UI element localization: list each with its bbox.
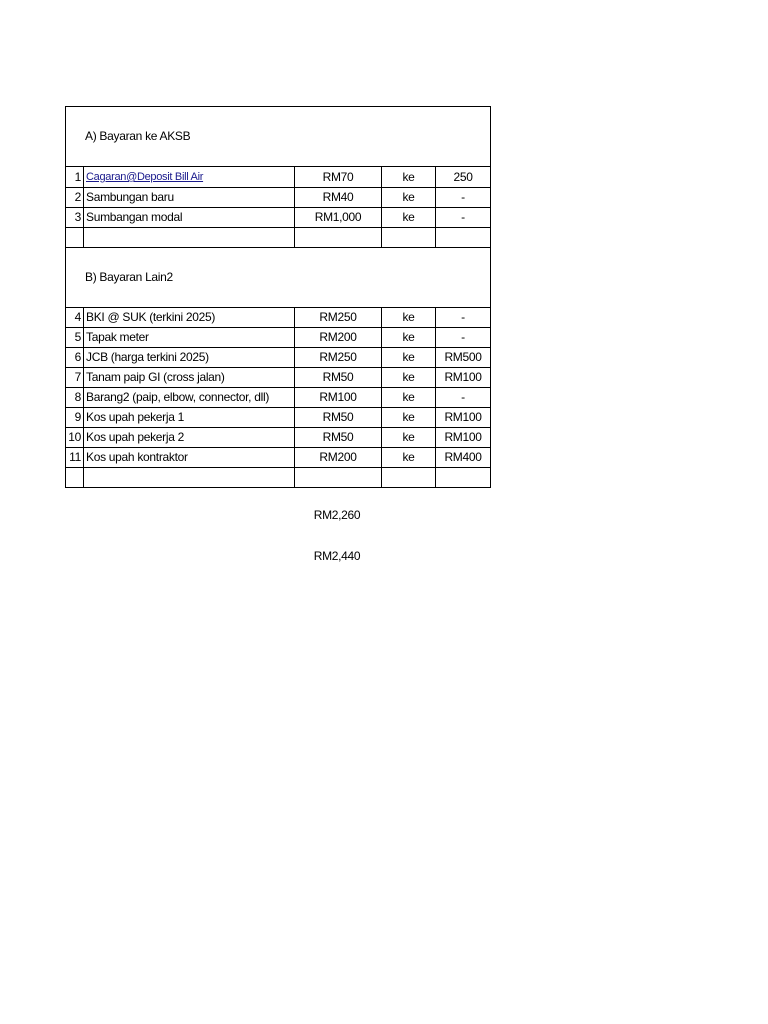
empty-cell xyxy=(295,228,382,248)
cost-table xyxy=(65,106,491,488)
empty-row xyxy=(66,228,491,248)
section-a-header-row xyxy=(66,107,491,167)
amount-cell: RM50 xyxy=(295,368,382,388)
table-row xyxy=(66,167,491,188)
row-number: 8 xyxy=(66,388,84,408)
ke-cell: ke xyxy=(382,328,436,348)
value-cell: - xyxy=(436,388,491,408)
empty-cell xyxy=(436,228,491,248)
deposit-link[interactable]: Cagaran@Deposit Bill Air xyxy=(86,171,204,183)
total-amount-2: RM2,440 xyxy=(313,549,361,563)
value-cell: - xyxy=(436,188,491,208)
ke-cell: ke xyxy=(382,208,436,228)
empty-cell xyxy=(295,468,382,488)
table-row xyxy=(66,388,491,408)
value-cell: RM100 xyxy=(436,368,491,388)
table-row xyxy=(66,368,491,388)
section-b-title: B) Bayaran Lain2 xyxy=(66,248,491,308)
empty-cell xyxy=(84,468,295,488)
item-cell: Kos upah pekerja 2 xyxy=(84,428,295,448)
amount-cell: RM200 xyxy=(295,448,382,468)
table-row xyxy=(66,448,491,468)
empty-cell xyxy=(66,468,84,488)
amount-cell: RM250 xyxy=(295,308,382,328)
row-number: 5 xyxy=(66,328,84,348)
ke-cell: ke xyxy=(382,188,436,208)
value-cell: 250 xyxy=(436,167,491,188)
row-number: 11 xyxy=(66,448,84,468)
table-row xyxy=(66,188,491,208)
section-b-header-row xyxy=(66,248,491,308)
table-row xyxy=(66,408,491,428)
ke-cell: ke xyxy=(382,308,436,328)
value-cell: - xyxy=(436,208,491,228)
amount-cell: RM200 xyxy=(295,328,382,348)
item-cell xyxy=(84,167,295,188)
row-number: 9 xyxy=(66,408,84,428)
ke-cell: ke xyxy=(382,448,436,468)
value-cell: - xyxy=(436,328,491,348)
table-row xyxy=(66,208,491,228)
item-cell: Sumbangan modal xyxy=(84,208,295,228)
item-cell: Sambungan baru xyxy=(84,188,295,208)
empty-cell xyxy=(84,228,295,248)
item-cell: Kos upah pekerja 1 xyxy=(84,408,295,428)
row-number: 4 xyxy=(66,308,84,328)
table-row xyxy=(66,328,491,348)
item-cell: Kos upah kontraktor xyxy=(84,448,295,468)
amount-cell: RM70 xyxy=(295,167,382,188)
ke-cell: ke xyxy=(382,368,436,388)
amount-cell: RM50 xyxy=(295,428,382,448)
empty-cell xyxy=(382,468,436,488)
item-cell: Tapak meter xyxy=(84,328,295,348)
section-a-title: A) Bayaran ke AKSB xyxy=(66,107,491,167)
ke-cell: ke xyxy=(382,167,436,188)
row-number: 7 xyxy=(66,368,84,388)
ke-cell: ke xyxy=(382,408,436,428)
item-cell: BKI @ SUK (terkini 2025) xyxy=(84,308,295,328)
value-cell: RM400 xyxy=(436,448,491,468)
row-number: 1 xyxy=(66,167,84,188)
item-cell: Tanam paip GI (cross jalan) xyxy=(84,368,295,388)
value-cell: - xyxy=(436,308,491,328)
empty-row xyxy=(66,468,491,488)
amount-cell: RM50 xyxy=(295,408,382,428)
ke-cell: ke xyxy=(382,348,436,368)
row-number: 10 xyxy=(66,428,84,448)
value-cell: RM100 xyxy=(436,428,491,448)
empty-cell xyxy=(66,228,84,248)
value-cell: RM500 xyxy=(436,348,491,368)
empty-cell xyxy=(382,228,436,248)
ke-cell: ke xyxy=(382,388,436,408)
amount-cell: RM40 xyxy=(295,188,382,208)
total-amount-1: RM2,260 xyxy=(313,508,361,522)
row-number: 3 xyxy=(66,208,84,228)
amount-cell: RM100 xyxy=(295,388,382,408)
row-number: 6 xyxy=(66,348,84,368)
table-row xyxy=(66,308,491,328)
value-cell: RM100 xyxy=(436,408,491,428)
table-row xyxy=(66,428,491,448)
amount-cell: RM1,000 xyxy=(295,208,382,228)
empty-cell xyxy=(436,468,491,488)
item-cell: Barang2 (paip, elbow, connector, dll) xyxy=(84,388,295,408)
table-row xyxy=(66,348,491,368)
item-cell: JCB (harga terkini 2025) xyxy=(84,348,295,368)
amount-cell: RM250 xyxy=(295,348,382,368)
spreadsheet-table-container xyxy=(65,106,491,488)
ke-cell: ke xyxy=(382,428,436,448)
row-number: 2 xyxy=(66,188,84,208)
